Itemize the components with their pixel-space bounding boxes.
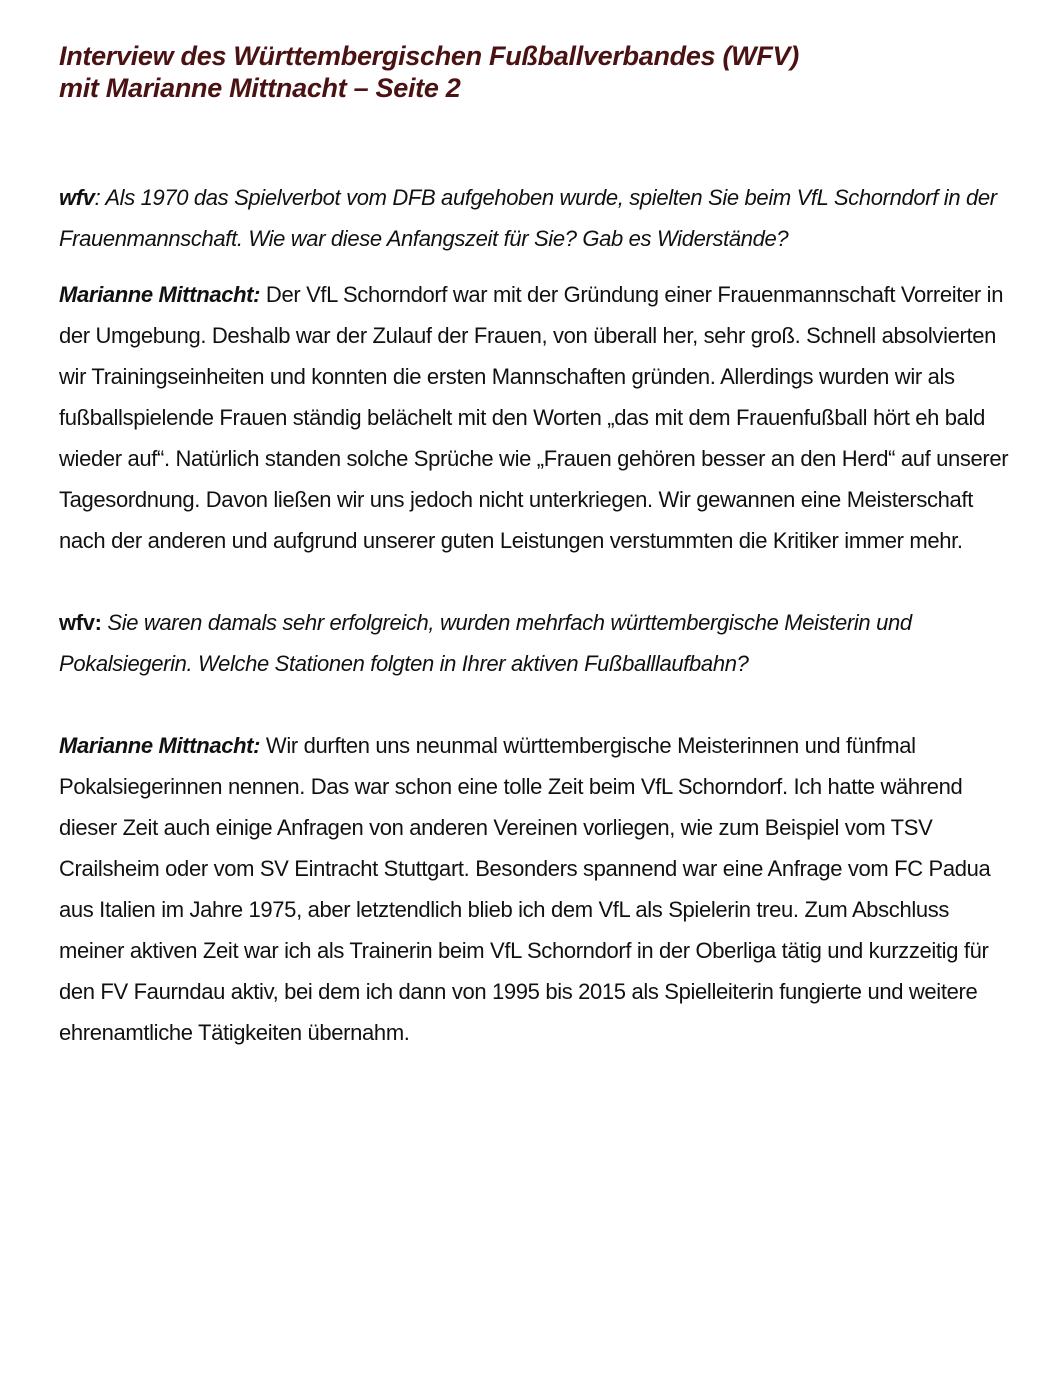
answer-text: Wir durften uns neunmal württembergische Meisterinnen und fünfmal Pokalsiegerinnen nennen. Das war schon eine tolle Zeit beim VfL Schorndorf. Ich hatte während dieser Zeit auch einige Anfragen von anderen Vereinen vorliegen, wie zum Beispiel vom TSV Crailsheim oder vom SV Eintracht Stuttgart. Besonders spannend war eine Anfrage vom FC Padua aus Italien im Jahre 1975, aber letztendlich blieb ich dem VfL als Spielerin treu. Zum Abschluss meiner aktiven Zeit war ich als Trainerin beim VfL Schorndorf in der Oberliga tätig und kurzzeitig für den FV Faurndau aktiv, bei dem ich dann von 1995 bis 2015 als Spielleiterin fungierte und weitere ehrenamtliche Tätigkeiten übernahm.	[59, 733, 991, 1045]
question-text: Als 1970 das Spielverbot vom DFB aufgehoben wurde, spielten Sie beim VfL Schorndorf in der Frauenmannschaft. Wie war diese Anfangszeit für Sie? Gab es Widerstände?	[59, 185, 997, 251]
question-speaker: wfv:	[59, 610, 102, 635]
question-text: Sie waren damals sehr erfolgreich, wurden mehrfach württembergische Meisterin und Pokalsiegerin. Welche Stationen folgten in Ihrer aktiven Fußballlaufbahn?	[59, 610, 912, 676]
answer-speaker: Marianne Mittnacht:	[59, 733, 261, 758]
page-title	[59, 40, 1019, 104]
answer-text: Der VfL Schorndorf war mit der Gründung einer Frauenmannschaft Vorreiter in der Umgebung. Deshalb war der Zulauf der Frauen, von überall her, sehr groß. Schnell absolvierten wir Trainingseinheiten und konnten die ersten Mannschaften gründen. Allerdings wurden wir als fußballspielende Frauen ständig belächelt mit den Worten „das mit dem Frauenfußball hört eh bald wieder auf“. Natürlich standen solche Sprüche wie „Frauen gehören besser an den Herd“ auf unserer Tagesordnung. Davon ließen wir uns jedoch nicht unterkriegen. Wir gewannen eine Meisterschaft nach der anderen und aufgrund unserer guten Leistungen verstummten die Kritiker immer mehr.	[59, 282, 1009, 553]
question-2	[59, 602, 1019, 684]
answer-1	[59, 274, 1019, 561]
answer-speaker: Marianne Mittnacht:	[59, 282, 261, 307]
document-header	[59, 40, 1019, 104]
title-line-1: Interview des Württembergischen Fußballverbandes (WFV)	[59, 41, 799, 71]
answer-2	[59, 725, 1019, 1053]
question-speaker: wfv	[59, 185, 95, 210]
interview-body	[59, 177, 1019, 1053]
question-1	[59, 177, 1019, 259]
title-line-2: mit Marianne Mittnacht – Seite 2	[59, 73, 461, 103]
question-separator: :	[94, 185, 101, 210]
